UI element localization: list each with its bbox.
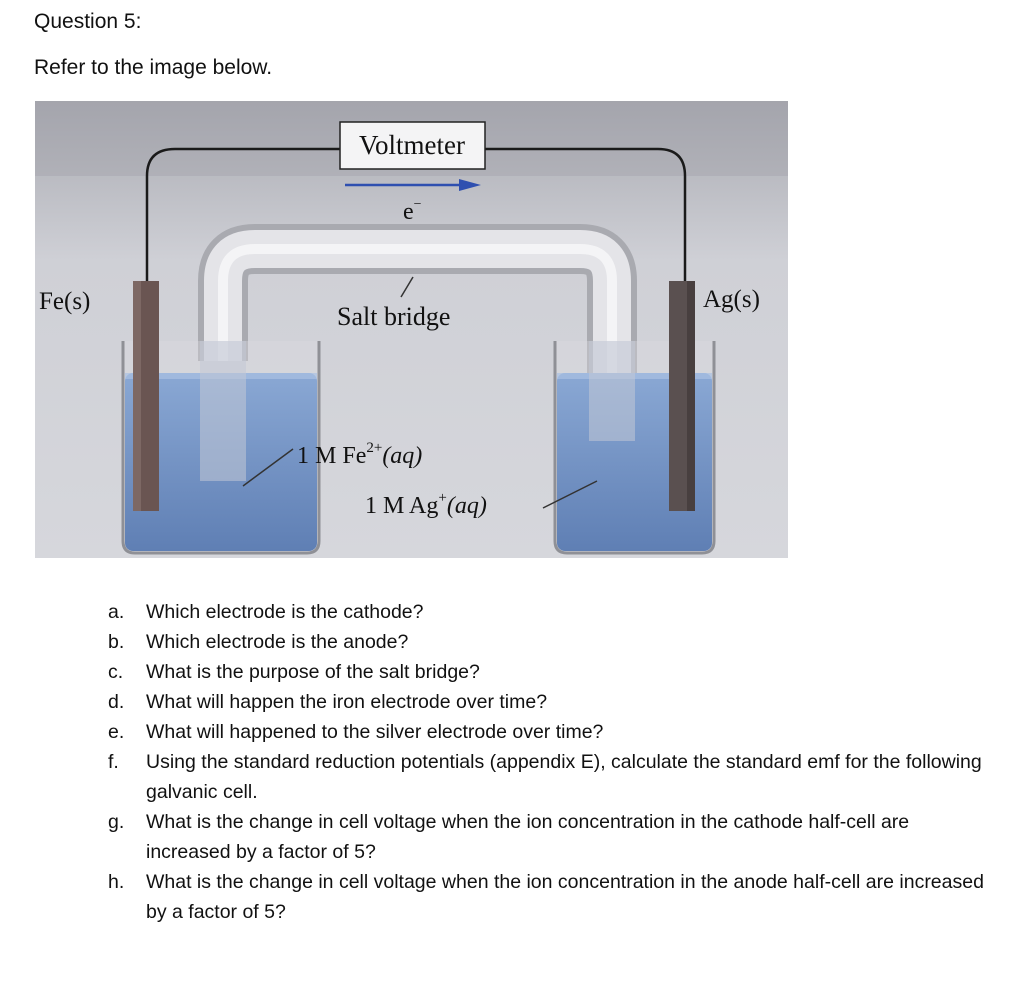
fe-solution-label: 1 M $Fe^{2+}(aq)$ bbox=[297, 440, 423, 469]
salt-bridge-label: Salt bridge bbox=[337, 302, 451, 331]
fe-electrode-label: Fe(s) bbox=[39, 288, 91, 315]
galvanic-cell-figure bbox=[35, 101, 788, 558]
question-intro: Refer to the image below. bbox=[34, 56, 273, 79]
list-item: e. What will happened to the silver electrode over time? bbox=[108, 721, 604, 743]
question-parts-list bbox=[108, 597, 988, 927]
question-title: Question 5: bbox=[34, 10, 142, 33]
list-item: d. What will happen the iron electrode over time? bbox=[108, 691, 548, 713]
list-item: c. What is the purpose of the salt bridge? bbox=[108, 661, 480, 683]
list-item: a. Which electrode is the cathode? bbox=[108, 601, 424, 623]
list-item: g. What is the change in cell voltage when the ion concentration in the cathode half-cell are increased by a factor of 5? bbox=[108, 811, 910, 863]
list-item: f. Using the standard reduction potentials (appendix E), calculate the standard emf for the following galvanic cell. bbox=[108, 751, 982, 803]
electron-label: e− bbox=[403, 197, 422, 225]
ag-electrode-label: Ag(s) bbox=[703, 286, 760, 313]
list-item: b. Which electrode is the anode? bbox=[108, 631, 409, 653]
ag-solution-label: 1 M Ag+(aq) bbox=[365, 490, 487, 519]
voltmeter-label: Voltmeter bbox=[359, 130, 465, 160]
list-item: h. What is the change in cell voltage when the ion concentration in the anode half-cell are increased by a factor of 5? bbox=[108, 871, 984, 923]
